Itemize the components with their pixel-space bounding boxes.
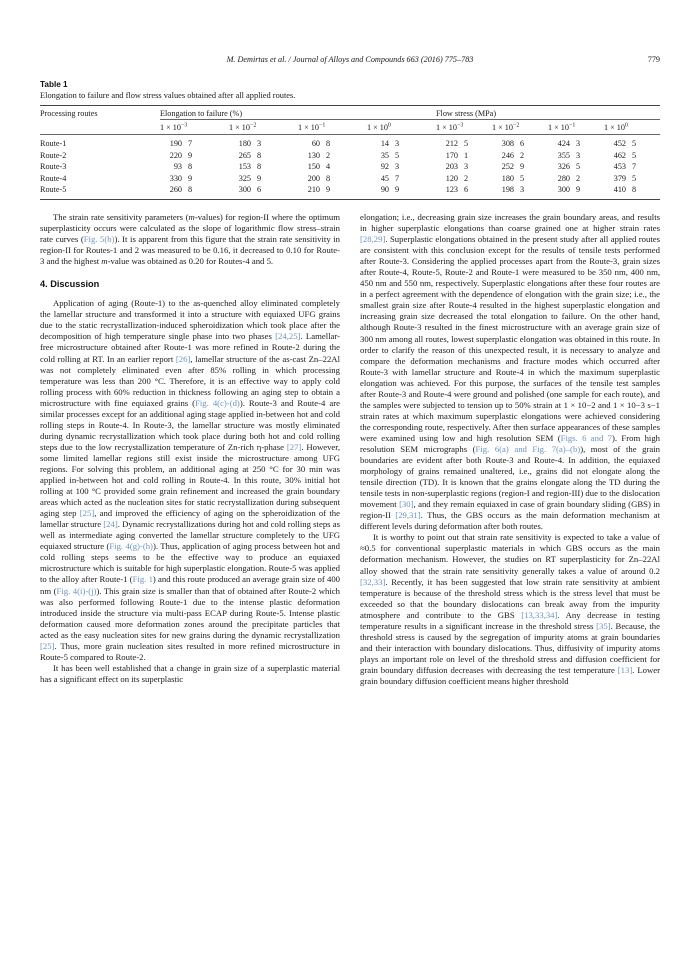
table-cell-value: 330 9 (169, 173, 193, 183)
table-cell-value: 45 7 (380, 173, 400, 183)
table-cell-value: 120 2 (445, 173, 469, 183)
citation-ref[interactable]: [26] (175, 353, 191, 364)
results-table (40, 105, 660, 200)
table-cell-value: 265 8 (238, 150, 262, 160)
figure-ref[interactable]: Fig. 5(b) (83, 234, 115, 245)
running-head (40, 55, 660, 69)
page-number: 779 (647, 55, 660, 64)
table-cell-value: 170 1 (445, 150, 469, 160)
paragraph-grain-size-effect: It has been well established that a change in grain size of a superplastic material has a significant effect on its superplastic (40, 662, 340, 684)
table-cell-route: Route-3 (40, 162, 67, 172)
table-cell-value: 300 6 (238, 185, 262, 195)
table-cell-value: 300 9 (557, 185, 581, 195)
table-cell-value: 14 3 (380, 139, 400, 149)
table-cell-value: 410 8 (613, 185, 637, 195)
paragraph-elongation-continued: elongation; i.e., decreasing grain size increases the grain boundary areas, and results in higher superplastic elongations than coarse grained one at higher strain rates [28,29]. Superplastic elongations obtained in the present study after all applied routes are consistent with this conclusion except for the results of tensile tests performed after Route-3. Considering the applied processes apart from the Route-3, grain sizes after Route-4, Route-5, Route-2 and Route-1 were measured to be 350 nm, 400 nm, 450 nm and 550 nm, respectively. Superplastic elongations after these four routes are in a perfect agreement with the dependence of elongation with the grain size; i.e., the smallest grain size after Route-4 resulted in the highest superplastic elongation and increasing grain size decreased the total elongation to failure. On the other hand, although Route-3 resulted in the finest microstructure with an average grain size of 300 nm among all routes, lowest superplastic elongation was obtained in this route. In order to clarify the reason of this unexpected result, it is necessary to analyze and compare the deformation mechanisms and fracture modes which occurred after Route-3 with lamellar structure and Route-4 in which the maximum superplastic elongation was achieved. For this purpose, the surfaces of the tensile test samples after Route-3 and Route-4 were ground and polished (one sample for each route), and the samples were subjected to tension up to 50% strain at 1 × 10−2 and 1 × 10−3 s−1 strain rates at which maximum superplastic elongations were achieved considering the corresponding route, respectively. After then surface appearances of these samples were examined using low and high resolution SEM (Figs. 6 and 7). From high resolution SEM micrographs (Fig. 6(a) and Fig. 7(a)–(b)), most of the grain boundaries are evident after both Route-3 and Route-4. In addition, the equiaxed morphology of grains remained unaltered, i.e., grains did not elongate along the tensile direction (TD). It is known that the grains elongate along the TD during the tensile tests in non-superplastic regions (region-I and region-III) due to the dislocation movement [30], and they remain equiaxed in case of grain boundary sliding (GBS) in region-II [29,31]. Thus, the GBS occurs as the main deformation mechanism at different levels during deformation after both routes. (360, 212, 661, 532)
figure-ref[interactable]: Fig. 1 (132, 574, 153, 585)
citation-ref[interactable]: [13,33,34] (521, 609, 558, 620)
table-cell-value: 424 3 (557, 139, 581, 149)
table-col-strainrate-7: $1 \times 10^{-1}$ (548, 122, 576, 133)
table-row (40, 173, 660, 185)
table-row (40, 135, 660, 150)
citation-ref[interactable]: [25] (79, 508, 95, 519)
table-cell-value: 190 7 (169, 139, 193, 149)
table-cell-value: 153 8 (238, 162, 262, 172)
figure-ref[interactable]: Fig. 6(a) and (475, 443, 533, 454)
citation-ref[interactable]: [30] (399, 499, 414, 510)
table-row (40, 161, 660, 173)
citation-ref[interactable]: [24] (103, 519, 118, 530)
paragraph-strain-rate-sensitivity: The strain rate sensitivity parameters (m-values) for region-II where the optimum superplasticity occurs were calculated as the slope of logarithmic flow stress–strain rate curves (Fig. 5(b)). It is apparent from this figure that the strain rate sensitivity in region-II for Routes-1 and 2 was measured to be 0.16, it decreased to 0.10 for Route-3 and the highest m-value was obtained as 0.20 for Routes-4 and 5. (40, 212, 340, 267)
table-cell-value: 325 9 (238, 173, 262, 183)
table-cell-value: 35 5 (380, 150, 400, 160)
article-body (40, 212, 660, 932)
table-cell-value: 355 3 (557, 150, 581, 160)
table-group-header-row (40, 106, 660, 120)
table-col-strainrate-4: $1 \times 10^0$ (367, 122, 391, 133)
table-cell-value: 326 5 (557, 162, 581, 172)
table-body (40, 135, 660, 200)
table-cell-value: 123 6 (445, 185, 469, 195)
table-cell-value: 452 5 (613, 139, 637, 149)
table-cell-value: 150 4 (307, 162, 331, 172)
figure-ref[interactable]: Fig. 4(c)-(d) (195, 397, 240, 408)
paragraph-aging-routes: Application of aging (Route-1) to the as-quenched alloy eliminated completely the lamellar structure and transformed it into a structure with equiaxed UFG grains due to the static recrystallization-induced spheroidization which took place after the decomposition of high temperature single phase into two phases [24,25]. Lamellar-free microstructure obtained after Route-1 was more refined in Route-2 during the cold rolling at RT. In an earlier report [26], lamellar structure of the as-cast Zn–22Al was not completely eliminated even after 85% rolling in which processing temperature was less than 200 °C. Therefore, it is an effective way to apply cold rolling process with 60% reduction in thickness following an aging step to obtain a microstructure with fine equiaxed grains (Fig. 4(c)-(d)). Route-3 and Route-4 are similar processes except for an additional aging stage applied in-between hot and cold rolling steps in Route-4. In Route-3, the lamellar structure was mostly eliminated during dynamic recrystallization which took place during both hot and cold rolling steps due to the low recrystallization temperature of Zn-rich η-phase [27]. However, some limited lamellar regions still exist inside the microstructure among UFG regions. For solving this problem, an additional aging at 250 °C for 30 min was applied in-between hot and cold rolling in Route-4. In this route, 30% initial hot rolling at 100 °C provided some grain refinement and increased the grain boundary areas which acted as the nucleation sites for static recrystallization during subsequent aging step [25], and improved the efficiency of aging on the spheroidization of the lamellar structure [24]. Dynamic recrystallizations during hot and cold rolling steps as well as intermediate aging converted the lamellar structure completely to the UFG equiaxed structure (Fig. 4(g)-(h)). Thus, application of aging process between hot and cold rolling steps seems to be the effective way to produce an equiaxed microstructure which is suitable for high superplastic elongation. Route-5 was applied to the alloy after Route-1 (Fig. 1) and this route produced an average grain size of 400 nm (Fig. 4(i)-(j)). This grain size is smaller than that of obtained after Route-2 which was also performed following Route-1 due to the intense plastic deformation introduced inside the structure via multi-pass ECAP during Route-5. Intense plastic deformation caused more deformation zones around the precipitate particles that acted as the easy nucleation sites for new grains during the dynamic recrystallization [25]. Thus, more grain nucleation sites resulted in more refined microstructure in Route-5 compared to Route-2. (40, 298, 341, 662)
table-cell-route: Route-2 (40, 150, 67, 160)
table-col-strainrate-3: $1 \times 10^{-1}$ (298, 122, 326, 133)
citation-ref[interactable]: [35] (596, 620, 611, 631)
table-col-strainrate-1: $1 \times 10^{-3}$ (160, 122, 188, 133)
table-number: Table 1 (40, 80, 68, 89)
citation-ref[interactable]: [13] (617, 664, 633, 675)
table-cell-value: 260 8 (169, 185, 193, 195)
figure-ref[interactable]: Fig. 4(i)-(j) (56, 585, 97, 596)
table-cell-value: 308 6 (501, 139, 525, 149)
table-cell-value: 180 3 (238, 139, 262, 149)
table-cell-value: 198 3 (501, 185, 525, 195)
table-cell-value: 93 8 (173, 162, 193, 172)
table-group-elongation: Elongation to failure (%) (160, 106, 436, 120)
table-col-strainrate-6: $1 \times 10^{-2}$ (492, 122, 520, 133)
paragraph-strain-rate-threshold: It is worthy to point out that strain rate sensitivity is expected to take a value of ≈0.5 for conventional superplastic materials in which GBS occurs as the main deformation mechanism. However, the studies on RT superplasticity for Zn–22Al alloy showed that the strain rate sensitivity generally takes a value of around 0.2 [32,33]. Recently, it has been suggested that low strain rate sensitivity at ambient temperature is because of the threshold stress which is the stress level that must be exceeded so that the boundary dislocations can break away from the impurity atmosphere and contribute to the GBS [13,33,34]. Any decrease in testing temperature results in a significant increase in the threshold stress [35]. Because, the threshold stress is caused by the segregation of impurity atoms at grain boundaries and their interaction with boundary dislocations. Thus, diffusivity of impurity atoms plays an important role on level of the threshold stress and diffusion coefficient for grain boundary diffusion decreases with decreasing the test temperature [13]. Lower grain boundary diffusion coefficient means higher threshold (360, 532, 660, 686)
table-col-strainrate-5: $1 \times 10^{-3}$ (436, 122, 464, 133)
running-head-citation: M. Demirtas et al. / Journal of Alloys and Compounds 663 (2016) 775–783 (226, 55, 474, 64)
table-cell-value: 210 9 (307, 185, 331, 195)
table-cell-value: 130 2 (307, 150, 331, 160)
table-col-strainrate-2: $1 \times 10^{-2}$ (229, 122, 257, 133)
left-column (40, 212, 340, 932)
figure-ref[interactable]: Fig. 4(g)-(h) (109, 541, 153, 552)
table-cell-route: Route-4 (40, 173, 67, 183)
section-heading-discussion: 4. Discussion (40, 279, 100, 290)
table-cell-value: 203 3 (445, 162, 469, 172)
citation-ref[interactable]: [24,25] (275, 331, 301, 342)
table-cell-route: Route-5 (40, 185, 67, 195)
table-cell-value: 92 3 (380, 162, 400, 172)
table-cell-value: 212 5 (445, 139, 469, 149)
table-cell-value: 280 2 (557, 173, 581, 183)
table-row (40, 150, 660, 162)
right-column (360, 212, 660, 932)
table-cell-value: 246 2 (501, 150, 525, 160)
table-cell-value: 60 8 (311, 139, 331, 149)
citation-ref[interactable]: [29,31] (395, 510, 421, 521)
citation-ref[interactable]: [25] (40, 640, 55, 651)
table-row-header: Processing routes (40, 109, 98, 119)
table-cell-value: 462 5 (613, 150, 637, 160)
citation-ref[interactable]: [27] (286, 441, 302, 452)
citation-ref[interactable]: [32,33] (360, 576, 386, 587)
table-cell-value: 200 8 (307, 173, 331, 183)
table-block (40, 80, 660, 200)
table-cell-value: 379 5 (613, 173, 637, 183)
table-row (40, 184, 660, 199)
table-group-flowstress: Flow stress (MPa) (436, 106, 660, 120)
citation-ref[interactable]: [28,29] (360, 234, 386, 245)
table-cell-value: 252 9 (501, 162, 525, 172)
table-cell-value: 453 7 (613, 162, 637, 172)
table-cell-route: Route-1 (40, 139, 67, 149)
figure-ref[interactable]: Fig. 7(a)–(b) (532, 443, 581, 454)
figure-ref[interactable]: Figs. 6 and 7 (560, 432, 613, 443)
table-col-strainrate-8: $1 \times 10^0$ (604, 122, 628, 133)
table-cell-value: 220 9 (169, 150, 193, 160)
table-cell-value: 90 9 (380, 185, 400, 195)
table-cell-value: 180 5 (501, 173, 525, 183)
table-caption: Elongation to failure and flow stress values obtained after all applied routes. (40, 91, 296, 100)
